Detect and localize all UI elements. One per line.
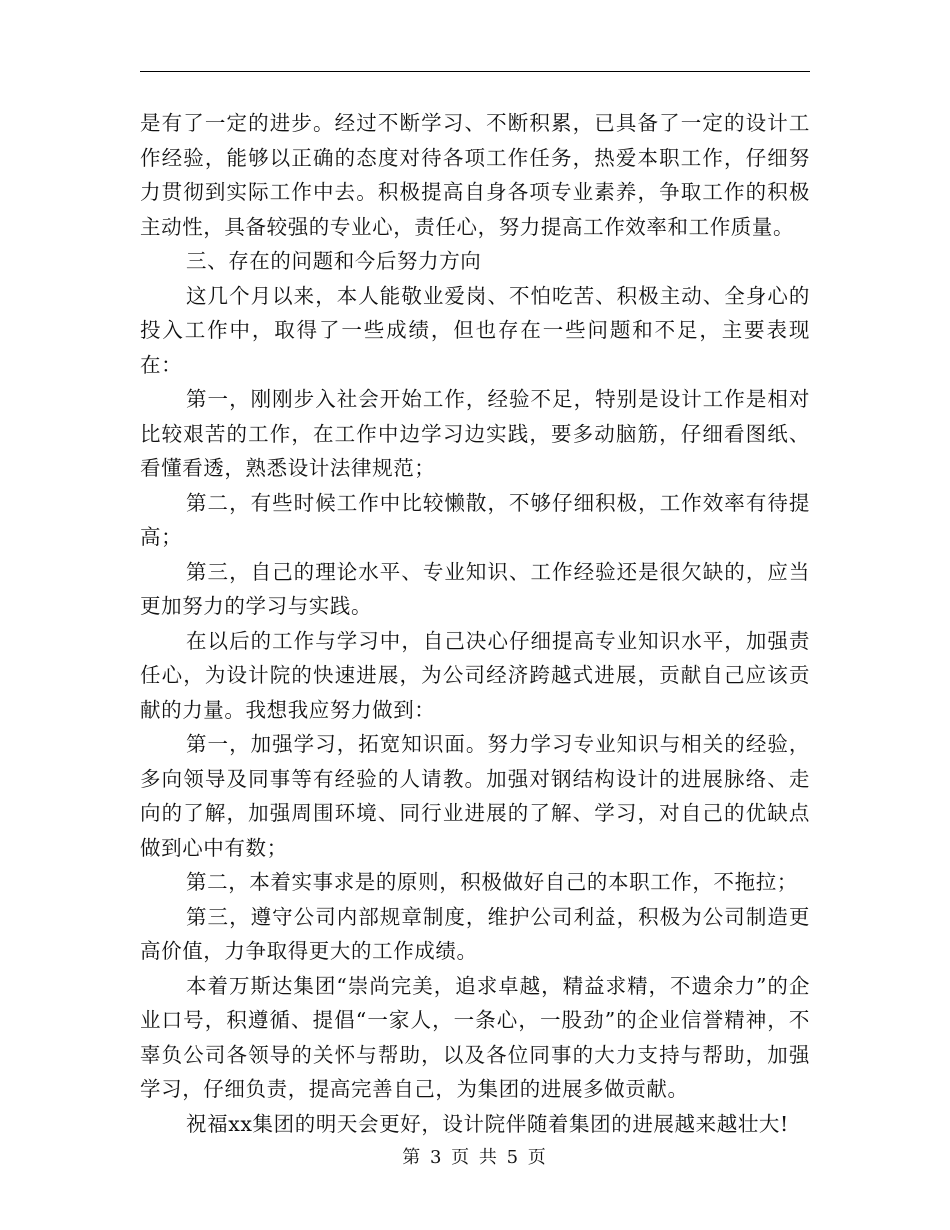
paragraph: 第一，刚刚步入社会开始工作，经验不足，特别是设计工作是相对比较艰苦的工作，在工作中边学习边实践，要多动脑筋，仔细看图纸、看懂看透，熟悉设计法律规范； (140, 387, 810, 480)
paragraph: 本着万斯达集团“崇尚完美，追求卓越，精益求精，不遗余力”的企业口号，积遵循、提倡“一家人，一条心，一股劲”的企业信誉精神，不辜负公司各领导的关怀与帮助，以及各位同事的大力支持与帮助，加强学习，仔细负责，提高完善自己，为集团的进展多做贡献。 (140, 973, 810, 1101)
paragraph: 第三，自己的理论水平、专业知识、工作经验还是很欠缺的，应当更加努力的学习与实践。 (140, 559, 810, 618)
paragraph: 祝福xx集团的明天会更好，设计院伴随着集团的进展越来越壮大! (186, 1111, 789, 1136)
header-rule (140, 71, 810, 72)
paragraph: 这几个月以来，本人能敬业爱岗、不怕吃苦、积极主动、全身心的投入工作中，取得了一些成绩，但也存在一些问题和不足，主要表现在： (140, 283, 810, 377)
paragraph: 第一，加强学习，拓宽知识面。努力学习专业知识与相关的经验，多向领导及同事等有经验的人请教。加强对钢结构设计的进展脉络、走向的了解，加强周围环境、同行业进展的了解、学习，对自己的优缺点做到心中有数； (140, 732, 810, 860)
paragraph: 是有了一定的进步。经过不断学习、不断积累，已具备了一定的设计工作经验，能够以正确的态度对待各项工作任务，热爱本职工作，仔细努力贯彻到实际工作中去。积极提高自身各项专业素养，争取工作的积极主动性，具备较强的专业心，责任心，努力提高工作效率和工作质量。 (140, 111, 810, 239)
section-heading: 三、存在的问题和今后努力方向 (186, 249, 482, 273)
page-number-footer: 第 3 页 共 5 页 (402, 1147, 548, 1168)
paragraph: 在以后的工作与学习中，自己决心仔细提高专业知识水平，加强责任心，为设计院的快速进展，为公司经济跨越式进展，贡献自己应该贡献的力量。我想我应努力做到： (140, 628, 810, 722)
paragraph: 第三，遵守公司内部规章制度，维护公司利益，积极为公司制造更高价值，力争取得更大的工作成绩。 (140, 904, 810, 963)
document-body (140, 106, 810, 1141)
paragraph: 第二，有些时候工作中比较懒散，不够仔细积极，工作效率有待提高； (140, 490, 810, 549)
paragraph: 第二，本着实事求是的原则，积极做好自己的本职工作，不拖拉； (186, 870, 798, 894)
